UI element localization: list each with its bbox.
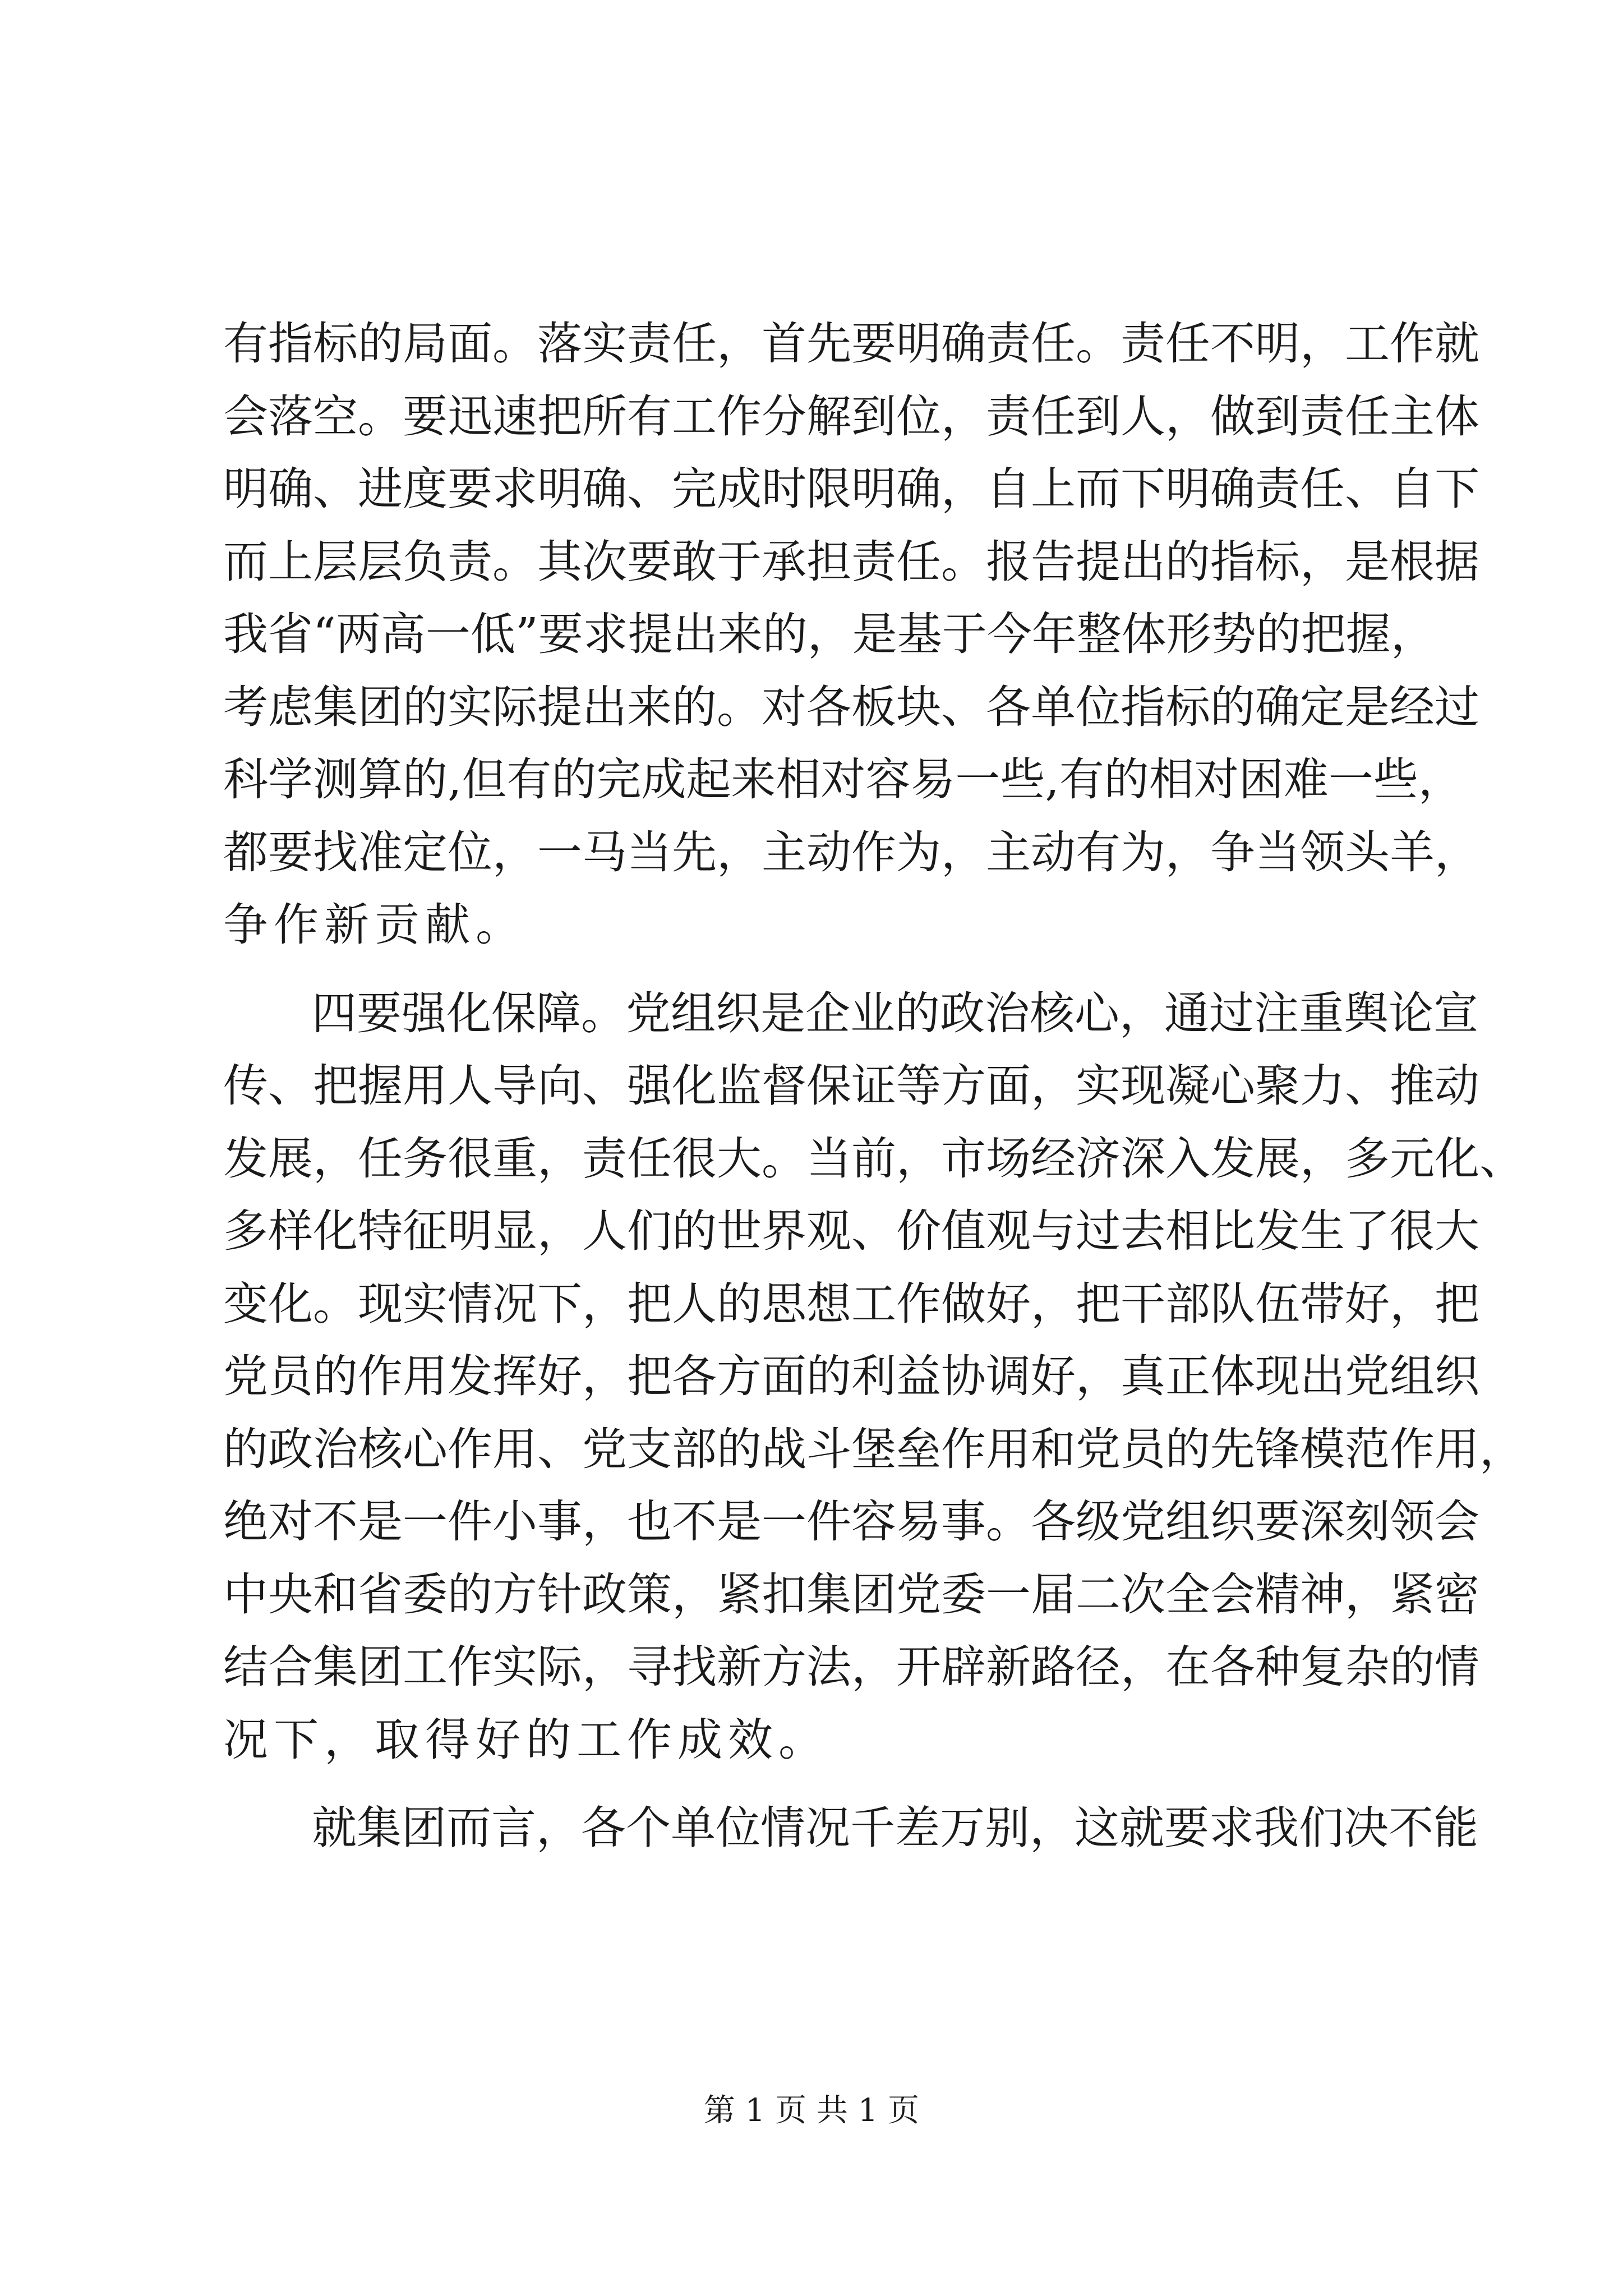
text-line: 变化。现实情况下，把人的思想工作做好，把干部队伍带好，把 xyxy=(223,1277,1479,1330)
text-line: 发展，任务很重，责任很大。当前，市场经济深入发展，多元化、 xyxy=(223,1132,1524,1185)
text-line: 考虑集团的实际提出来的。对各板块、各单位指标的确定是经过 xyxy=(223,680,1479,733)
text-line: 党员的作用发挥好，把各方面的利益协调好，真正体现出党组织 xyxy=(223,1350,1479,1402)
page-footer xyxy=(0,2091,1623,2131)
text-line: 的政治核心作用、党支部的战斗堡垒作用和党员的先锋模范作用， xyxy=(223,1423,1524,1475)
document-body xyxy=(223,307,1524,1865)
text-line: 我省“两高一低”要求提出来的，是基于今年整体形势的把握， xyxy=(223,608,1436,660)
text-line: 结合集团工作实际，寻找新方法，开辟新路径，在各种复杂的情 xyxy=(223,1641,1479,1693)
paragraph-start-line: 就集团而言，各个单位情况千差万别，这就要求我们决不能 xyxy=(312,1802,1478,1854)
text-line: 有指标的局面。落实责任，首先要明确责任。责任不明，工作就 xyxy=(223,318,1479,370)
text-line: 传、把握用人导向、强化监督保证等方面，实现凝心聚力、推动 xyxy=(223,1060,1479,1112)
text-line: 况下，取得好的工作成效。 xyxy=(223,1713,829,1766)
text-line: 而上层层负责。其次要敢于承担责任。报告提出的指标，是根据 xyxy=(223,535,1479,588)
text-line: 中央和省委的方针政策，紧扣集团党委一届二次全会精神，紧密 xyxy=(223,1568,1479,1621)
text-line: 科学测算的,但有的完成起来相对容易一些,有的相对困难一些， xyxy=(223,753,1463,806)
paragraph-start-line: 四要强化保障。党组织是企业的政治核心，通过注重舆论宣 xyxy=(312,987,1478,1039)
text-line: 绝对不是一件小事，也不是一件容易事。各级党组织要深刻领会 xyxy=(223,1496,1479,1548)
text-line: 都要找准定位，一马当先，主动作为，主动有为，争当领头羊， xyxy=(223,826,1479,878)
text-line: 明确、进度要求明确、完成时限明确，自上而下明确责任、自下 xyxy=(223,463,1479,515)
page-number: 第 1 页 共 1 页 xyxy=(703,2092,920,2129)
text-line: 争作新贡献。 xyxy=(223,899,526,951)
text-line: 多样化特征明显，人们的世界观、价值观与过去相比发生了很大 xyxy=(223,1205,1479,1257)
text-line: 会落空。要迅速把所有工作分解到位，责任到人，做到责任主体 xyxy=(223,390,1479,443)
